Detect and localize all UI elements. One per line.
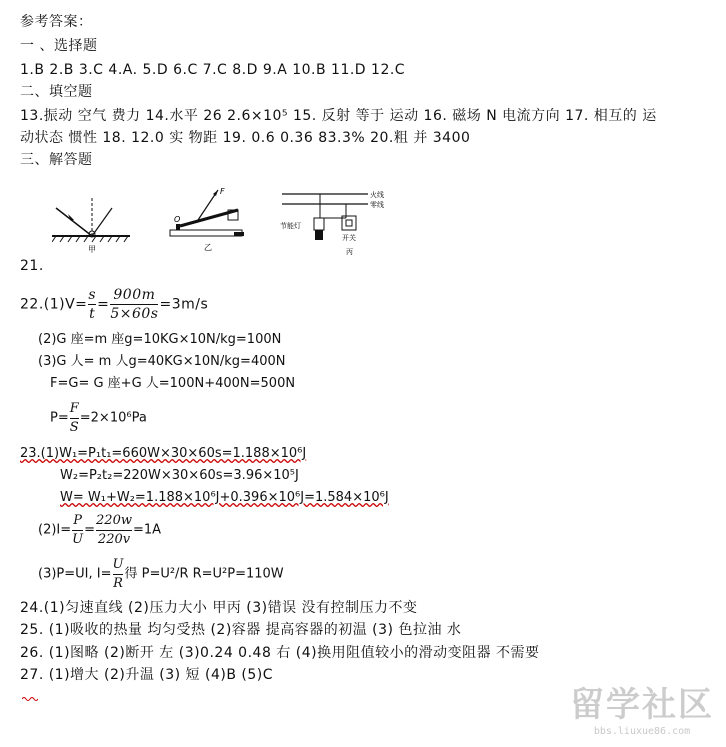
- frac-num-900m: 900m: [110, 286, 158, 305]
- figure-label-c: 丙: [346, 248, 353, 256]
- watermark-logo: 留学社区: [570, 685, 714, 725]
- title: 参考答案：: [20, 14, 93, 30]
- q23-line1: [20, 446, 306, 462]
- section-choice: 一 、选择题: [20, 38, 98, 54]
- q22-part3: (3)G 人= m 人g=40KG×10N/kg=400N: [38, 354, 286, 369]
- frac-num-U: U: [113, 556, 124, 575]
- q22-part2: (2)G 座=m 座g=10KG×10N/kg=100N: [38, 332, 282, 347]
- q22-p5-result: =2×10⁶Pa: [79, 410, 147, 426]
- q22-p1-result: =3m/s: [159, 296, 209, 313]
- q23-l3-text: W= W₁+W₂=1.188×10⁶J+0.396×10⁶J=1.584×10⁶J: [60, 490, 389, 505]
- frac-num-220w: 220w: [96, 512, 132, 531]
- figure-label-a: 甲: [88, 245, 96, 253]
- frac-den-U: U: [72, 532, 84, 547]
- fill-answers-line1: 13.振动 空气 费力 14.水平 26 2.6×10⁵ 15. 反射 等于 运动 16. 磁场 N 电流方向 17. 相互的 运: [20, 108, 657, 124]
- q23-l1-text: 23.(1)W₁=P₁t₁=660W×30×60s=1.188×10⁶J: [20, 446, 307, 461]
- q23-line4: (2)I= $\frac{P}{U}$ = $\frac{220w}{220v}$ =1A: [38, 513, 162, 547]
- section-fill: 二、填空题: [20, 84, 93, 100]
- section-solve: 三、解答题: [20, 152, 93, 168]
- fraction-900m: [110, 286, 158, 323]
- q22-part5: [50, 400, 147, 437]
- fraction-220w: [96, 512, 132, 549]
- q23-l4-result: =1A: [132, 522, 162, 538]
- q22-p1-prefix: 22.(1)V=: [20, 296, 88, 313]
- figure-circuit: [280, 176, 400, 258]
- q23-l5-result: 得 P=U²/R R=U²P=110W: [124, 566, 284, 582]
- q27: 27. (1)增大 (2)升温 (3) 短 (4)B (5)C: [20, 667, 274, 683]
- figure-label-f: F: [220, 187, 225, 196]
- q26: 26. (1)图略 (2)断开 左 (3)0.24 0.48 右 (4)换用阻值较小的滑动变阻器 不需要: [20, 645, 540, 661]
- q22-part1: 22.(1)V= $\frac{s}{t}$ = $\frac{900m}{5\times 60s}$ =3m/s: [20, 287, 209, 322]
- choice-answers: 1.B 2.B 3.C 4.A. 5.D 6.C 7.C 8.D 9.A 10.B 11.D 12.C: [20, 62, 406, 78]
- frac-den-R: R: [113, 576, 123, 591]
- q23-line2: W₂=P₂t₂=220W×30×60s=3.96×10⁵J: [60, 468, 299, 483]
- frac-num-F: F: [70, 400, 79, 419]
- q23-line5: [38, 556, 284, 593]
- fill-answers-line2: 动状态 惯性 18. 12.0 实 物距 19. 0.6 0.36 83.3% 20.粗 并 3400: [20, 130, 471, 146]
- q22-p5-prefix: P=: [50, 410, 69, 426]
- frac-den-t: t: [89, 306, 96, 322]
- watermark: [570, 677, 714, 737]
- watermark-url: bbs.liuxue86.com: [593, 726, 691, 737]
- frac-den-5x60s: 5×60s: [110, 306, 159, 322]
- figure-label-lamp: 节能灯: [280, 222, 301, 230]
- frac-den-220v: 220v: [97, 532, 131, 547]
- figure-label-o: O: [174, 215, 181, 224]
- q21: 21.: [20, 258, 44, 274]
- figure-label-zero: 零线: [370, 201, 384, 209]
- q23-l5-prefix: (3)P=UI, I=: [38, 566, 112, 582]
- q23-line3: [60, 490, 389, 506]
- q23-l4-prefix: (2)I=: [38, 522, 72, 538]
- q25: 25. (1)吸收的热量 均匀受热 (2)容器 提高容器的初温 (3) 色拉油 水: [20, 622, 462, 638]
- red-squiggle-mark: [22, 696, 38, 702]
- figure-reflection: [52, 178, 132, 253]
- figure-label-switch: 开关: [342, 234, 356, 242]
- figure-lever: [168, 180, 258, 255]
- fraction-U-over-R: [113, 556, 124, 593]
- frac-den-S: S: [69, 420, 79, 435]
- fraction-F-over-S: [70, 400, 79, 437]
- fraction-P-over-U: [72, 512, 83, 549]
- frac-num-P: P: [72, 512, 83, 531]
- q24: 24.(1)匀速直线 (2)压力大小 甲丙 (3)错误 没有控制压力不变: [20, 600, 418, 616]
- figure-label-b: 乙: [204, 243, 212, 252]
- q22-part4: F=G= G 座+G 人=100N+400N=500N: [50, 376, 296, 391]
- fraction-s-over-t: [88, 286, 96, 323]
- figure-label-fire: 火线: [370, 191, 384, 199]
- frac-num-s: s: [88, 287, 97, 303]
